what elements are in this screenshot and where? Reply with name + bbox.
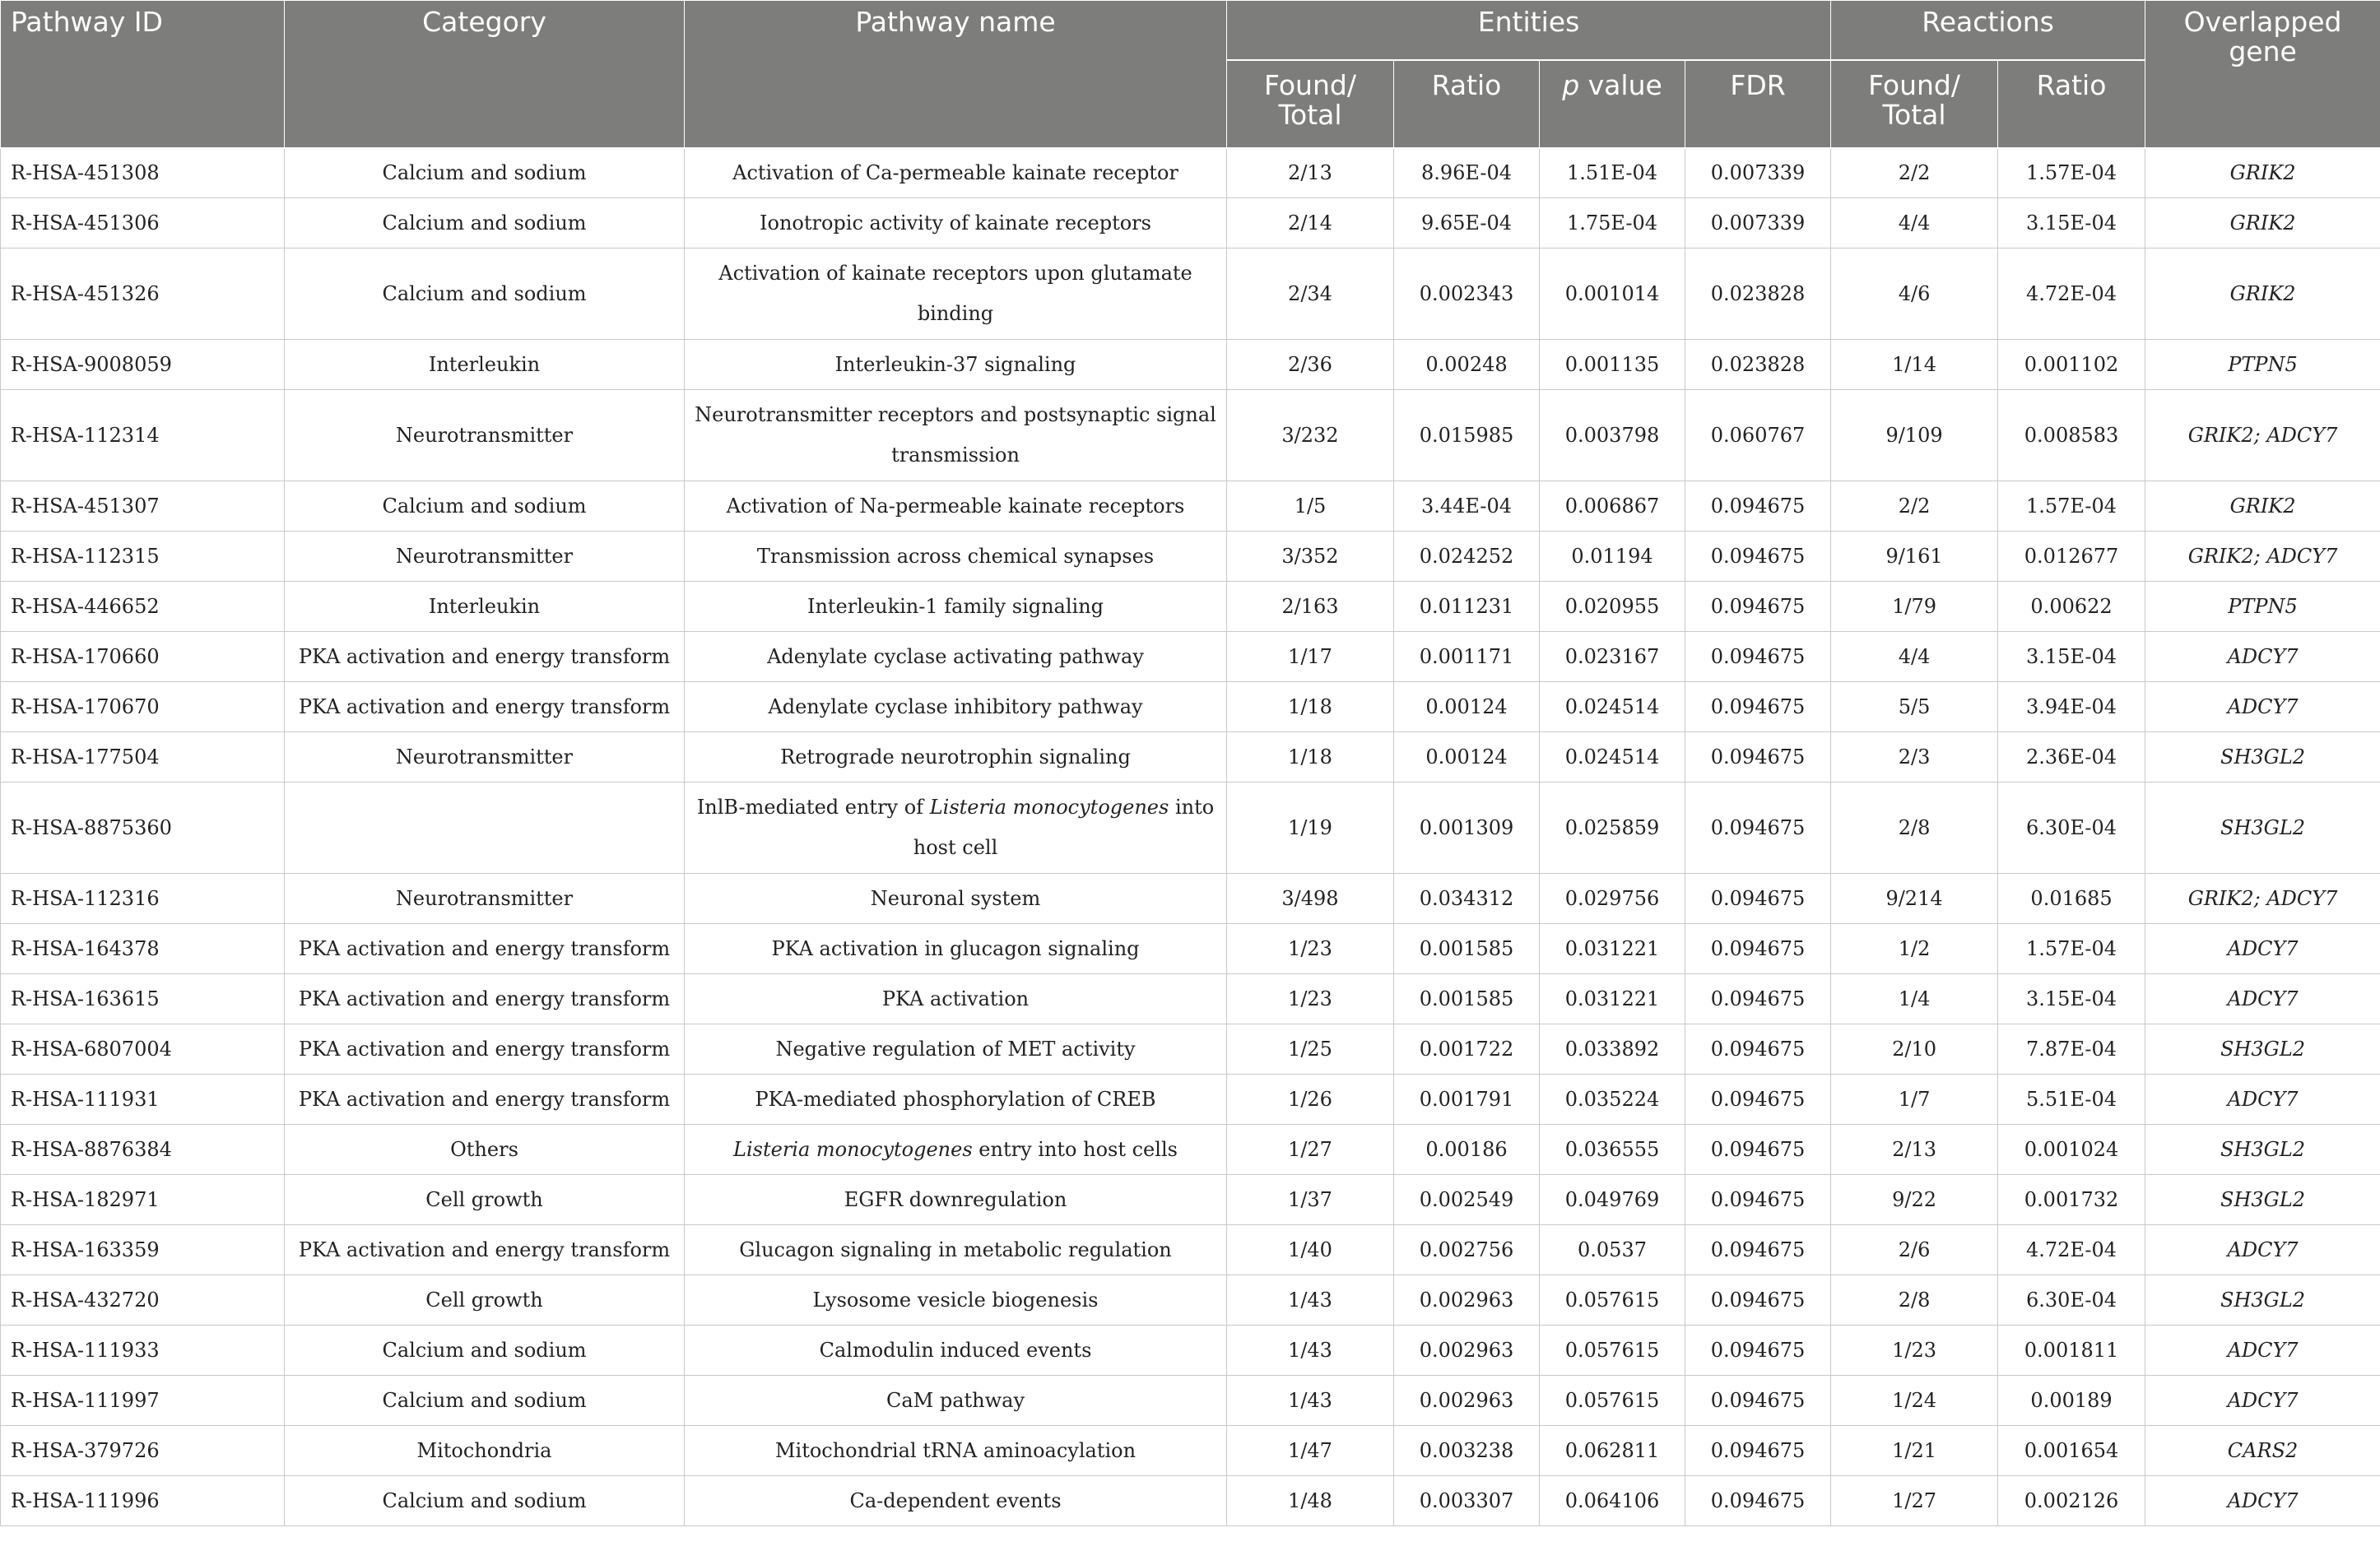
- p-value-cell: 0.057615: [1540, 1326, 1685, 1376]
- fdr-cell: 0.094675: [1685, 1175, 1831, 1225]
- reactions-ratio-cell: 7.87E-04: [1998, 1024, 2145, 1075]
- reactions-found-cell: 1/27: [1831, 1476, 1998, 1526]
- reactions-ratio-cell: 0.00189: [1998, 1376, 2145, 1426]
- table-row: [1, 924, 2380, 974]
- entities-ratio-cell: 0.00186: [1394, 1125, 1540, 1175]
- reactions-ratio-cell: 1.57E-04: [1998, 148, 2145, 198]
- entities-ratio-cell: 9.65E-04: [1394, 198, 1540, 248]
- overlapped-gene-cell: SH3GL2: [2145, 782, 2380, 874]
- reactions-found-cell: 2/13: [1831, 1125, 1998, 1175]
- header-p-italic: p: [1562, 68, 1580, 101]
- table-body: [1, 148, 2380, 1526]
- reactions-ratio-cell: 1.57E-04: [1998, 481, 2145, 532]
- reactions-found-cell: 2/2: [1831, 481, 1998, 532]
- pathway-id-cell: R-HSA-112316: [1, 874, 285, 924]
- pathway-id-cell: R-HSA-111931: [1, 1075, 285, 1125]
- table-row: [1, 148, 2380, 198]
- entities-found-cell: 1/26: [1227, 1075, 1394, 1125]
- overlapped-gene-cell: ADCY7: [2145, 1476, 2380, 1526]
- pathway-name-cell: Ca-dependent events: [685, 1476, 1227, 1526]
- p-value-cell: 0.033892: [1540, 1024, 1685, 1075]
- entities-found-cell: 1/25: [1227, 1024, 1394, 1075]
- pathway-name-cell: Neuronal system: [685, 874, 1227, 924]
- entities-found-cell: 1/48: [1227, 1476, 1394, 1526]
- overlapped-gene-cell: ADCY7: [2145, 1225, 2380, 1275]
- reactions-found-cell: 2/6: [1831, 1225, 1998, 1275]
- reactions-found-cell: 9/109: [1831, 390, 1998, 481]
- table-row: [1, 582, 2380, 632]
- pathway-name-cell: [685, 1125, 1227, 1175]
- reactions-ratio-cell: 2.36E-04: [1998, 732, 2145, 782]
- category-cell: Calcium and sodium: [285, 481, 685, 532]
- overlapped-gene-cell: SH3GL2: [2145, 732, 2380, 782]
- header-entities-fdr: FDR: [1685, 60, 1831, 148]
- overlapped-gene-cell: ADCY7: [2145, 632, 2380, 682]
- overlapped-gene-cell: ADCY7: [2145, 974, 2380, 1024]
- table-row: [1, 1326, 2380, 1376]
- fdr-cell: 0.094675: [1685, 1024, 1831, 1075]
- entities-found-cell: 1/23: [1227, 924, 1394, 974]
- entities-ratio-cell: 0.001309: [1394, 782, 1540, 874]
- entities-found-cell: 1/43: [1227, 1275, 1394, 1326]
- entities-found-cell: 1/17: [1227, 632, 1394, 682]
- table-row: [1, 1376, 2380, 1426]
- overlapped-gene-cell: GRIK2: [2145, 248, 2380, 340]
- reactions-found-cell: 2/8: [1831, 782, 1998, 874]
- pathway-id-cell: R-HSA-170660: [1, 632, 285, 682]
- reactions-found-cell: 1/2: [1831, 924, 1998, 974]
- header-reactions: Reactions: [1831, 1, 2145, 60]
- entities-found-cell: 2/163: [1227, 582, 1394, 632]
- fdr-cell: 0.094675: [1685, 732, 1831, 782]
- category-cell: Mitochondria: [285, 1426, 685, 1476]
- entities-ratio-cell: 0.002756: [1394, 1225, 1540, 1275]
- entities-found-cell: 1/23: [1227, 974, 1394, 1024]
- pathway-name-post: into host cell: [913, 796, 1215, 859]
- fdr-cell: 0.094675: [1685, 974, 1831, 1024]
- category-cell: Neurotransmitter: [285, 874, 685, 924]
- category-cell: PKA activation and energy transform: [285, 974, 685, 1024]
- table-row: [1, 974, 2380, 1024]
- reactions-ratio-cell: 3.94E-04: [1998, 682, 2145, 732]
- entities-found-cell: 1/37: [1227, 1175, 1394, 1225]
- pathway-name-cell: Adenylate cyclase activating pathway: [685, 632, 1227, 682]
- entities-ratio-cell: 0.002343: [1394, 248, 1540, 340]
- pathway-id-cell: R-HSA-9008059: [1, 340, 285, 390]
- reactions-found-cell: 9/22: [1831, 1175, 1998, 1225]
- p-value-cell: 0.057615: [1540, 1376, 1685, 1426]
- entities-found-cell: 3/352: [1227, 532, 1394, 582]
- overlapped-gene-cell: SH3GL2: [2145, 1024, 2380, 1075]
- reactions-ratio-cell: 0.001102: [1998, 340, 2145, 390]
- table-row: [1, 1075, 2380, 1125]
- header-overlapped-gene: Overlapped gene: [2145, 1, 2380, 148]
- overlapped-gene-cell: ADCY7: [2145, 682, 2380, 732]
- pathway-name-cell: Calmodulin induced events: [685, 1326, 1227, 1376]
- p-value-cell: 0.006867: [1540, 481, 1685, 532]
- overlapped-gene-cell: GRIK2; ADCY7: [2145, 532, 2380, 582]
- reactions-found-cell: 9/161: [1831, 532, 1998, 582]
- table-row: [1, 1024, 2380, 1075]
- p-value-cell: 0.001014: [1540, 248, 1685, 340]
- p-value-cell: 0.001135: [1540, 340, 1685, 390]
- category-cell: Cell growth: [285, 1175, 685, 1225]
- table-row: [1, 340, 2380, 390]
- reactions-found-cell: 1/21: [1831, 1426, 1998, 1476]
- entities-ratio-cell: 0.00248: [1394, 340, 1540, 390]
- entities-ratio-cell: 0.003238: [1394, 1426, 1540, 1476]
- reactions-ratio-cell: 1.57E-04: [1998, 924, 2145, 974]
- header-entities-ratio: Ratio: [1394, 60, 1540, 148]
- pathway-id-cell: R-HSA-177504: [1, 732, 285, 782]
- category-cell: Cell growth: [285, 1275, 685, 1326]
- pathway-id-cell: R-HSA-163359: [1, 1225, 285, 1275]
- overlapped-gene-cell: GRIK2: [2145, 481, 2380, 532]
- table-row: [1, 248, 2380, 340]
- p-value-cell: 0.020955: [1540, 582, 1685, 632]
- table-row: [1, 874, 2380, 924]
- category-cell: Neurotransmitter: [285, 532, 685, 582]
- category-cell: Interleukin: [285, 340, 685, 390]
- entities-found-cell: 2/36: [1227, 340, 1394, 390]
- reactions-found-cell: 5/5: [1831, 682, 1998, 732]
- reactions-ratio-cell: 3.15E-04: [1998, 632, 2145, 682]
- reactions-found-cell: 1/4: [1831, 974, 1998, 1024]
- fdr-cell: 0.094675: [1685, 1326, 1831, 1376]
- table-row: [1, 1175, 2380, 1225]
- pathway-name-post: entry into host cells: [972, 1138, 1178, 1161]
- overlapped-gene-cell: SH3GL2: [2145, 1125, 2380, 1175]
- pathway-id-cell: R-HSA-8875360: [1, 782, 285, 874]
- reactions-ratio-cell: 0.002126: [1998, 1476, 2145, 1526]
- p-value-cell: 0.031221: [1540, 924, 1685, 974]
- p-value-cell: 0.031221: [1540, 974, 1685, 1024]
- entities-found-cell: 2/34: [1227, 248, 1394, 340]
- reactions-ratio-cell: 0.01685: [1998, 874, 2145, 924]
- p-value-cell: 0.029756: [1540, 874, 1685, 924]
- entities-found-cell: 2/14: [1227, 198, 1394, 248]
- entities-found-cell: 1/43: [1227, 1326, 1394, 1376]
- category-cell: Calcium and sodium: [285, 148, 685, 198]
- pathway-name-species: Listeria monocytogenes: [929, 796, 1169, 819]
- entities-ratio-cell: 0.015985: [1394, 390, 1540, 481]
- entities-ratio-cell: 0.002549: [1394, 1175, 1540, 1225]
- fdr-cell: 0.094675: [1685, 582, 1831, 632]
- header-pathway-id: Pathway ID: [1, 1, 285, 148]
- header-pathway-name: Pathway name: [685, 1, 1227, 148]
- pathway-name-cell: Activation of Na-permeable kainate receptors: [685, 481, 1227, 532]
- pathway-name-cell: Activation of kainate receptors upon glutamate binding: [685, 248, 1227, 340]
- category-cell: Calcium and sodium: [285, 1476, 685, 1526]
- pathway-name-cell: [685, 782, 1227, 874]
- p-value-cell: 0.0537: [1540, 1225, 1685, 1275]
- entities-ratio-cell: 0.002963: [1394, 1275, 1540, 1326]
- overlapped-gene-cell: ADCY7: [2145, 1376, 2380, 1426]
- reactions-found-cell: 1/14: [1831, 340, 1998, 390]
- p-value-cell: 0.023167: [1540, 632, 1685, 682]
- entities-found-cell: 1/19: [1227, 782, 1394, 874]
- p-value-cell: 0.062811: [1540, 1426, 1685, 1476]
- pathway-id-cell: R-HSA-112314: [1, 390, 285, 481]
- entities-ratio-cell: 0.003307: [1394, 1476, 1540, 1526]
- fdr-cell: 0.007339: [1685, 148, 1831, 198]
- pathway-name-pre: InlB-mediated entry of: [696, 796, 930, 819]
- p-value-cell: 1.75E-04: [1540, 198, 1685, 248]
- category-cell: PKA activation and energy transform: [285, 682, 685, 732]
- p-value-cell: 0.035224: [1540, 1075, 1685, 1125]
- overlapped-gene-cell: ADCY7: [2145, 1326, 2380, 1376]
- reactions-ratio-cell: 0.001732: [1998, 1175, 2145, 1225]
- overlapped-gene-cell: ADCY7: [2145, 924, 2380, 974]
- table-row: [1, 782, 2380, 874]
- reactions-found-cell: 1/7: [1831, 1075, 1998, 1125]
- table-row: [1, 1125, 2380, 1175]
- reactions-ratio-cell: 3.15E-04: [1998, 198, 2145, 248]
- fdr-cell: 0.094675: [1685, 481, 1831, 532]
- reactions-found-cell: 4/6: [1831, 248, 1998, 340]
- table-row: [1, 481, 2380, 532]
- pathway-name-cell: Ionotropic activity of kainate receptors: [685, 198, 1227, 248]
- entities-found-cell: 2/13: [1227, 148, 1394, 198]
- fdr-cell: 0.094675: [1685, 1125, 1831, 1175]
- category-cell: Others: [285, 1125, 685, 1175]
- category-cell: PKA activation and energy transform: [285, 924, 685, 974]
- p-value-cell: 1.51E-04: [1540, 148, 1685, 198]
- reactions-found-cell: 1/24: [1831, 1376, 1998, 1426]
- overlapped-gene-cell: GRIK2: [2145, 148, 2380, 198]
- category-cell: Calcium and sodium: [285, 1376, 685, 1426]
- fdr-cell: 0.094675: [1685, 874, 1831, 924]
- pathway-id-cell: R-HSA-379726: [1, 1426, 285, 1476]
- header-entities: Entities: [1227, 1, 1831, 60]
- category-cell: Neurotransmitter: [285, 390, 685, 481]
- p-value-cell: 0.024514: [1540, 732, 1685, 782]
- overlapped-gene-cell: ADCY7: [2145, 1075, 2380, 1125]
- overlapped-gene-cell: GRIK2; ADCY7: [2145, 874, 2380, 924]
- p-value-cell: 0.064106: [1540, 1476, 1685, 1526]
- overlapped-gene-cell: SH3GL2: [2145, 1275, 2380, 1326]
- pathway-id-cell: R-HSA-111933: [1, 1326, 285, 1376]
- p-value-cell: 0.024514: [1540, 682, 1685, 732]
- table-row: [1, 1476, 2380, 1526]
- pathway-id-cell: R-HSA-170670: [1, 682, 285, 732]
- reactions-ratio-cell: 3.15E-04: [1998, 974, 2145, 1024]
- fdr-cell: 0.007339: [1685, 198, 1831, 248]
- pathway-name-cell: EGFR downregulation: [685, 1175, 1227, 1225]
- entities-ratio-cell: 0.011231: [1394, 582, 1540, 632]
- p-value-cell: 0.036555: [1540, 1125, 1685, 1175]
- entities-ratio-cell: 0.001722: [1394, 1024, 1540, 1075]
- pathway-id-cell: R-HSA-112315: [1, 532, 285, 582]
- pathway-name-species: Listeria monocytogenes: [733, 1138, 973, 1161]
- header-category: Category: [285, 1, 685, 148]
- table-row: [1, 1426, 2380, 1476]
- entities-found-cell: 1/43: [1227, 1376, 1394, 1426]
- category-cell: Calcium and sodium: [285, 248, 685, 340]
- pathway-name-cell: Glucagon signaling in metabolic regulation: [685, 1225, 1227, 1275]
- reactions-found-cell: 9/214: [1831, 874, 1998, 924]
- entities-found-cell: 1/5: [1227, 481, 1394, 532]
- p-value-cell: 0.003798: [1540, 390, 1685, 481]
- reactions-ratio-cell: 6.30E-04: [1998, 1275, 2145, 1326]
- entities-ratio-cell: 0.024252: [1394, 532, 1540, 582]
- pathway-id-cell: R-HSA-451307: [1, 481, 285, 532]
- fdr-cell: 0.060767: [1685, 390, 1831, 481]
- header-reactions-found-total: Found/ Total: [1831, 60, 1998, 148]
- pathway-name-cell: Activation of Ca-permeable kainate receptor: [685, 148, 1227, 198]
- entities-found-cell: 1/27: [1227, 1125, 1394, 1175]
- header-entities-found-total: Found/ Total: [1227, 60, 1394, 148]
- pathway-name-cell: Transmission across chemical synapses: [685, 532, 1227, 582]
- category-cell: Neurotransmitter: [285, 732, 685, 782]
- category-cell: Interleukin: [285, 582, 685, 632]
- fdr-cell: 0.094675: [1685, 1376, 1831, 1426]
- p-value-cell: 0.025859: [1540, 782, 1685, 874]
- entities-ratio-cell: 3.44E-04: [1394, 481, 1540, 532]
- header-p-rest: value: [1579, 68, 1662, 101]
- entities-ratio-cell: 0.002963: [1394, 1376, 1540, 1426]
- pathway-id-cell: R-HSA-446652: [1, 582, 285, 632]
- entities-ratio-cell: 0.001791: [1394, 1075, 1540, 1125]
- category-cell: [285, 782, 685, 874]
- overlapped-gene-cell: PTPN5: [2145, 582, 2380, 632]
- entities-ratio-cell: 0.001585: [1394, 974, 1540, 1024]
- header-reactions-ratio: Ratio: [1998, 60, 2145, 148]
- reactions-ratio-cell: 0.008583: [1998, 390, 2145, 481]
- category-cell: Calcium and sodium: [285, 198, 685, 248]
- table-row: [1, 198, 2380, 248]
- pathway-name-cell: Interleukin-37 signaling: [685, 340, 1227, 390]
- pathway-name-cell: Mitochondrial tRNA aminoacylation: [685, 1426, 1227, 1476]
- overlapped-gene-cell: PTPN5: [2145, 340, 2380, 390]
- pathway-name-cell: PKA activation: [685, 974, 1227, 1024]
- reactions-found-cell: 2/3: [1831, 732, 1998, 782]
- reactions-ratio-cell: 0.001024: [1998, 1125, 2145, 1175]
- reactions-found-cell: 2/10: [1831, 1024, 1998, 1075]
- entities-ratio-cell: 0.00124: [1394, 682, 1540, 732]
- pathway-name-cell: CaM pathway: [685, 1376, 1227, 1426]
- reactions-ratio-cell: 6.30E-04: [1998, 782, 2145, 874]
- reactions-found-cell: 2/8: [1831, 1275, 1998, 1326]
- fdr-cell: 0.023828: [1685, 340, 1831, 390]
- header-entities-p-value: [1540, 60, 1685, 148]
- overlapped-gene-cell: SH3GL2: [2145, 1175, 2380, 1225]
- pathway-name-cell: Negative regulation of MET activity: [685, 1024, 1227, 1075]
- pathway-id-cell: R-HSA-451326: [1, 248, 285, 340]
- reactions-ratio-cell: 0.00622: [1998, 582, 2145, 632]
- entities-found-cell: 1/18: [1227, 682, 1394, 732]
- reactions-ratio-cell: 0.001811: [1998, 1326, 2145, 1376]
- reactions-found-cell: 1/79: [1831, 582, 1998, 632]
- category-cell: PKA activation and energy transform: [285, 1225, 685, 1275]
- reactions-ratio-cell: 0.012677: [1998, 532, 2145, 582]
- fdr-cell: 0.094675: [1685, 632, 1831, 682]
- fdr-cell: 0.094675: [1685, 682, 1831, 732]
- entities-ratio-cell: 0.001171: [1394, 632, 1540, 682]
- pathway-id-cell: R-HSA-6807004: [1, 1024, 285, 1075]
- entities-ratio-cell: 0.002963: [1394, 1326, 1540, 1376]
- category-cell: Calcium and sodium: [285, 1326, 685, 1376]
- reactions-ratio-cell: 5.51E-04: [1998, 1075, 2145, 1125]
- pathway-id-cell: R-HSA-163615: [1, 974, 285, 1024]
- pathway-name-cell: Interleukin-1 family signaling: [685, 582, 1227, 632]
- entities-found-cell: 1/40: [1227, 1225, 1394, 1275]
- pathway-id-cell: R-HSA-111997: [1, 1376, 285, 1426]
- table-row: [1, 1225, 2380, 1275]
- table-row: [1, 732, 2380, 782]
- reactions-ratio-cell: 0.001654: [1998, 1426, 2145, 1476]
- reactions-found-cell: 4/4: [1831, 632, 1998, 682]
- entities-ratio-cell: 0.001585: [1394, 924, 1540, 974]
- pathway-id-cell: R-HSA-182971: [1, 1175, 285, 1225]
- reactions-found-cell: 4/4: [1831, 198, 1998, 248]
- pathway-id-cell: R-HSA-432720: [1, 1275, 285, 1326]
- category-cell: PKA activation and energy transform: [285, 1075, 685, 1125]
- table-header: [1, 1, 2380, 148]
- entities-found-cell: 1/18: [1227, 732, 1394, 782]
- p-value-cell: 0.01194: [1540, 532, 1685, 582]
- overlapped-gene-cell: GRIK2: [2145, 198, 2380, 248]
- p-value-cell: 0.057615: [1540, 1275, 1685, 1326]
- pathway-name-cell: Retrograde neurotrophin signaling: [685, 732, 1227, 782]
- table-row: [1, 390, 2380, 481]
- fdr-cell: 0.094675: [1685, 1476, 1831, 1526]
- fdr-cell: 0.023828: [1685, 248, 1831, 340]
- table-row: [1, 632, 2380, 682]
- fdr-cell: 0.094675: [1685, 1275, 1831, 1326]
- fdr-cell: 0.094675: [1685, 1426, 1831, 1476]
- p-value-cell: 0.049769: [1540, 1175, 1685, 1225]
- pathway-id-cell: R-HSA-451308: [1, 148, 285, 198]
- table-row: [1, 682, 2380, 732]
- pathway-id-cell: R-HSA-164378: [1, 924, 285, 974]
- entities-ratio-cell: 0.034312: [1394, 874, 1540, 924]
- entities-ratio-cell: 0.00124: [1394, 732, 1540, 782]
- reactions-ratio-cell: 4.72E-04: [1998, 248, 2145, 340]
- reactions-found-cell: 1/23: [1831, 1326, 1998, 1376]
- fdr-cell: 0.094675: [1685, 532, 1831, 582]
- overlapped-gene-cell: GRIK2; ADCY7: [2145, 390, 2380, 481]
- reactions-ratio-cell: 4.72E-04: [1998, 1225, 2145, 1275]
- fdr-cell: 0.094675: [1685, 1225, 1831, 1275]
- entities-found-cell: 3/498: [1227, 874, 1394, 924]
- pathway-name-cell: PKA-mediated phosphorylation of CREB: [685, 1075, 1227, 1125]
- fdr-cell: 0.094675: [1685, 924, 1831, 974]
- pathway-name-cell: Lysosome vesicle biogenesis: [685, 1275, 1227, 1326]
- entities-found-cell: 3/232: [1227, 390, 1394, 481]
- table-row: [1, 532, 2380, 582]
- category-cell: PKA activation and energy transform: [285, 632, 685, 682]
- table-row: [1, 1275, 2380, 1326]
- entities-found-cell: 1/47: [1227, 1426, 1394, 1476]
- pathway-name-cell: PKA activation in glucagon signaling: [685, 924, 1227, 974]
- fdr-cell: 0.094675: [1685, 782, 1831, 874]
- overlapped-gene-cell: CARS2: [2145, 1426, 2380, 1476]
- pathway-id-cell: R-HSA-8876384: [1, 1125, 285, 1175]
- reactions-found-cell: 2/2: [1831, 148, 1998, 198]
- fdr-cell: 0.094675: [1685, 1075, 1831, 1125]
- pathway-name-cell: Neurotransmitter receptors and postsynaptic signal transmission: [685, 390, 1227, 481]
- pathway-id-cell: R-HSA-111996: [1, 1476, 285, 1526]
- category-cell: PKA activation and energy transform: [285, 1024, 685, 1075]
- pathway-id-cell: R-HSA-451306: [1, 198, 285, 248]
- entities-ratio-cell: 8.96E-04: [1394, 148, 1540, 198]
- pathway-name-cell: Adenylate cyclase inhibitory pathway: [685, 682, 1227, 732]
